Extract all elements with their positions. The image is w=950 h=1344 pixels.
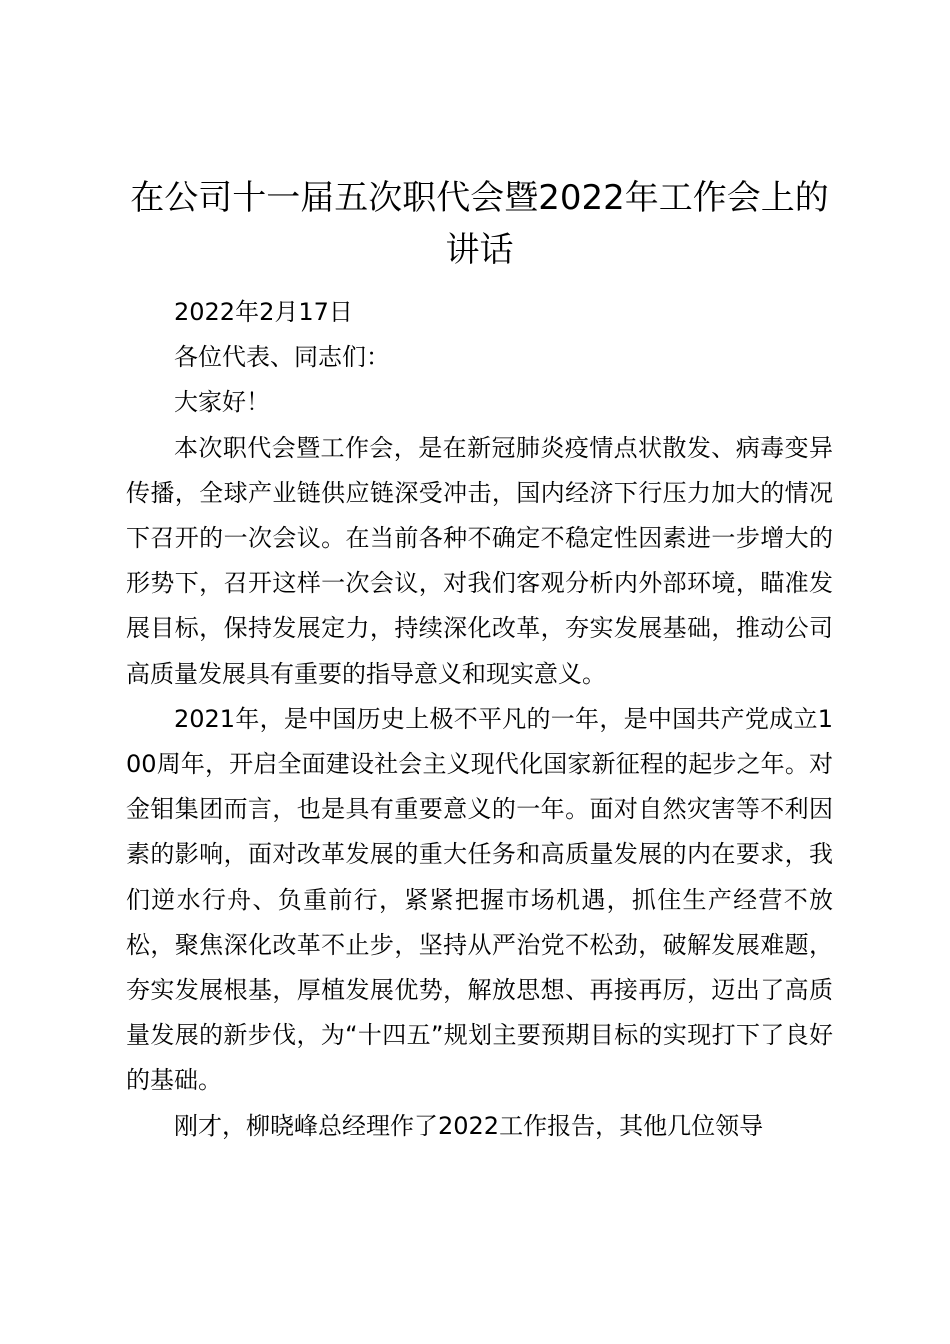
body-paragraph: 刚才，柳晓峰总经理作了2022工作报告，其他几位领导	[174, 1111, 764, 1140]
salutation: 各位代表、同志们：	[174, 343, 390, 372]
document-title: 在公司十一届五次职代会暨2022年工作会上的讲话	[130, 178, 829, 270]
speech-date: 2022年2月17日	[174, 298, 353, 326]
greeting: 大家好！	[174, 388, 270, 417]
body-paragraph: 2021年，是中国历史上极不平凡的一年，是中国共产党成立100周年，开启全面建设社会主义现代化国家新征程的起步之年。对金钼集团而言，也是具有重要意义的一年。面对自然灾害等不利因素的影响，面对改革发展的重大任务和高质量发展的内在要求，我们逆水行舟、负重前行，紧紧把握市场机遇，抓住生产经营不放松，聚焦深化改革不止步，坚持从严治党不松劲，破解发展难题，夯实发展根基，厚植发展优势，解放思想、再接再厉，迈出了高质量发展的新步伐，为“十四五”规划主要预期目标的实现打下了良好的基础。	[126, 704, 833, 1095]
body-paragraph: 本次职代会暨工作会，是在新冠肺炎疫情点状散发、病毒变异传播，全球产业链供应链深受冲击，国内经济下行压力加大的情况下召开的一次会议。在当前各种不确定不稳定性因素进一步增大的形势下，召开这样一次会议，对我们客观分析内外部环境，瞄准发展目标，保持发展定力，持续深化改革，夯实发展基础，推动公司高质量发展具有重要的指导意义和现实意义。	[126, 433, 833, 688]
document-body	[126, 172, 833, 1149]
